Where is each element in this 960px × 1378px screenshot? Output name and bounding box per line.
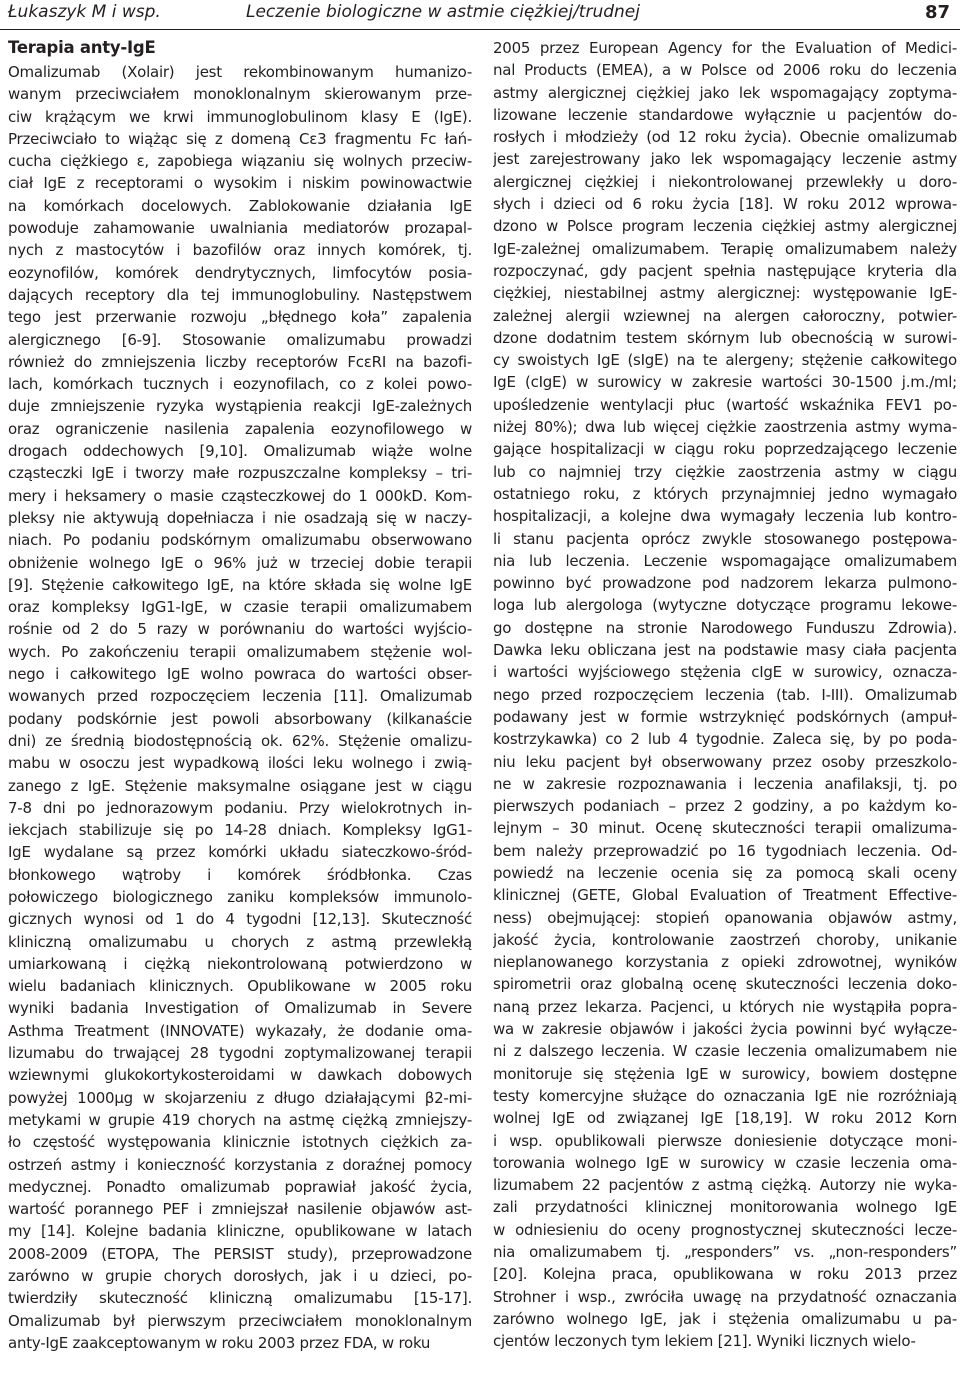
text-line: i wartości wyjściowego stężenia cIgE w surowicy, oznacza-	[493, 663, 957, 682]
text-line: lach, komórkach tucznych i eozynofilach, co z kolei powo-	[8, 375, 472, 394]
text-line: zależnej alergii wziewnej na alergen całoroczny, potwier-	[493, 306, 957, 325]
text-line: nieplanowanego korzystania z opieki zdrowotnej, wyników	[493, 953, 957, 972]
text-line: cząsteczki IgE i tworzy małe rozpuszczalne kompleksy – tri-	[8, 464, 472, 483]
text-line: również do zmniejszenia liczby receptorów FcεRI na bazofi-	[8, 352, 472, 371]
text-line: mabu w osoczu jest wypadkową ilości leku wolnego i zwią-	[8, 754, 472, 773]
text-line: Omalizumab był pierwszym przeciwciałem monoklonalnym	[8, 1311, 472, 1330]
text-line: zanego z IgE. Stężenie maksymalne osiągane jest w ciągu	[8, 776, 472, 795]
text-line: cy swoistych IgE (sIgE) na te alergeny; stężenie całkowitego	[493, 351, 957, 370]
text-line: wanym przeciwciałem monoklonalnym skierowanym prze-	[8, 85, 472, 104]
text-line: Asthma Treatment (INNOVATE) wykazały, że dodanie oma-	[8, 1021, 472, 1040]
text-line: nego i całkowitego IgE wolno powraca do wartości obser-	[8, 665, 472, 684]
text-line: astmy alergicznej ciężkiej jako lek wspomagający zoptyma-	[493, 83, 957, 102]
text-line: dających receptory dla tej immunoglobuliny. Następstwem	[8, 285, 472, 304]
text-line: ciw krążącym we krwi immunoglobulinom klasy E (IgE).	[8, 107, 472, 126]
header-authors: Łukaszyk M i wsp.	[8, 2, 161, 22]
text-line: go dostępne na stronie Narodowego Funduszu Zdrowia).	[493, 618, 957, 637]
text-line: eozynofilów, komórek dendrytycznych, limfocytów posia-	[8, 263, 472, 282]
text-line: powyżej 1000μg w skojarzeniu z długo działającymi β2-mi-	[8, 1088, 472, 1107]
text-line: IgE-zależnej omalizumabem. Terapię omalizumabem należy	[493, 239, 957, 258]
page-number: 87	[924, 2, 950, 23]
text-line: ne w zakresie rozpoznawania i leczenia anafilaksji, tj. po	[493, 774, 957, 793]
text-line: my [14]. Kolejne badania kliniczne, opublikowane w latach	[8, 1222, 472, 1241]
text-line: wziewnymi glukokortykosteroidami w dawkach dobowych	[8, 1066, 472, 1085]
text-line: ciężkiej, niestabilnej astmy alergicznej: występowanie IgE-	[493, 284, 957, 303]
text-line: wych. Po zakończeniu terapii omalizumabem stężenie wol-	[8, 642, 472, 661]
text-line: duje zmniejszenie ryzyka wystąpienia reakcji IgE-zależnych	[8, 397, 472, 416]
text-line: nal Products (EMEA), a w Polsce od 2006 roku do leczenia	[493, 61, 957, 80]
text-line: Omalizumab (Xolair) jest rekombinowanym humanizo-	[8, 63, 472, 81]
text-line: medycznej. Ponadto omalizumab poprawiał jakość życia,	[8, 1177, 472, 1196]
text-line: alergicznej ciężkiej i niekontrolowanej przewlekły u doro-	[493, 172, 957, 191]
text-line: rosłych i młodzieży (od 12 roku życia). Obecnie omalizumab	[493, 128, 957, 147]
text-line: zarówno wolnego IgE, jak i stężenia omalizumabu u pa-	[493, 1309, 957, 1328]
text-line: jest zarejestrowany jako lek wspomagający leczenie astmy	[493, 150, 957, 169]
text-line: powoduje zahamowanie uwalniania mediatorów prozapal-	[8, 219, 472, 238]
text-line: w odniesieniu do oceny prognostycznej skuteczności lecze-	[493, 1220, 957, 1239]
text-line: niżej 80%); dwa lub więcej ciężkie zaostrzenia astmy wyma-	[493, 418, 957, 437]
text-line: lejnym – 30 minut. Ocenę skuteczności terapii omalizuma-	[493, 819, 957, 838]
text-line: połowiczego biologicznego zaniku kompleksów immunolo-	[8, 887, 472, 906]
left-column-text	[8, 61, 472, 1354]
text-line: [9]. Stężenie całkowitego IgE, na które składa się wolne IgE	[8, 575, 472, 594]
text-line: pleksy nie aktywują dopełniacza i nie osadzają się w naczy-	[8, 508, 472, 527]
text-line: zarówno w grupie chorych dorosłych, jak i u dzieci, po-	[8, 1267, 472, 1286]
text-line: pierwszych podaniach – przez 2 godziny, a po każdym ko-	[493, 797, 957, 816]
text-line: drogach oddechowych [9,10]. Omalizumab wiąże wolne	[8, 442, 472, 461]
text-line: umiarkowaną i ciężką niekontrolowaną potwierdzono w	[8, 954, 472, 973]
text-line: obniżenie wolnego IgE o 96% już w trzeciej dobie terapii	[8, 553, 472, 572]
text-line: wartość porannego PEF i zmniejszał nasilenie objawów ast-	[8, 1200, 472, 1219]
text-line: mery i heksamery o masie cząsteczkowej do 1 000kD. Kom-	[8, 486, 472, 505]
text-line: wa w zakresie objawów i jakości życia powinni być wyłącze-	[493, 1020, 957, 1039]
text-line: 7-8 dni po jednorazowym podaniu. Przy wielokrotnych in-	[8, 798, 472, 817]
text-line: ciał IgE z receptorami o wysokim i niskim powinowactwie	[8, 174, 472, 193]
header-rule	[0, 29, 960, 30]
text-line: gicznych wynosi od 1 do 4 tygodni [12,13]. Skuteczność	[8, 910, 472, 929]
text-line: cucha ciężkiego ε, zapobiega wiązaniu się wolnych przeciw-	[8, 152, 472, 171]
text-line: tego jest przerwanie rozwoju „błędnego koła” zapalenia	[8, 308, 472, 327]
text-line: ło częstość występowania klinicznie istotnych ciężkich za-	[8, 1133, 472, 1152]
text-line: niach. Po podaniu podskórnym omalizumabu obserwowano	[8, 531, 472, 550]
left-column	[8, 34, 472, 1354]
text-line: metykami w grupie 419 chorych na astmę ciężką zmniejszy-	[8, 1110, 472, 1129]
text-line: 2005 przez European Agency for the Evaluation of Medici-	[493, 39, 957, 57]
text-line: monitoruje się stężenia IgE w surowicy, bowiem dostępne	[493, 1064, 957, 1083]
text-line: nego przed rozpoczęciem leczenia (tab. I-III). Omalizumab	[493, 685, 957, 704]
text-line: upośledzenie wentylacji płuc (wartość wskaźnika FEV1 po-	[493, 395, 957, 414]
text-line: 2008-2009 (ETOPA, The PERSIST study), przeprowadzone	[8, 1244, 472, 1263]
text-line: nych z mastocytów i bazofilów oraz innych komórek, tj.	[8, 241, 472, 260]
section-heading: Terapia anty-IgE	[8, 38, 156, 57]
text-line: dni) ze średnią biodostępnością ok. 62%. Stężenie omalizu-	[8, 731, 472, 750]
text-line: dzono w Polsce program leczenia ciężkiej astmy alergicznej	[493, 217, 957, 236]
text-line: i wsp. opublikowali pierwsze doniesienie dotyczące moni-	[493, 1131, 957, 1150]
text-line: li stanu pacjenta oprócz zwykle stosowanego postępowa-	[493, 529, 957, 548]
text-line: podawany jest w formie wstrzyknięć podskórnych (ampuł-	[493, 707, 957, 726]
text-line: testy komercyjne służące do oznaczania IgE nie rozróżniają	[493, 1086, 957, 1105]
text-line: wolnej IgE od związanej IgE [18,19]. W roku 2012 Korn	[493, 1109, 957, 1128]
text-line: ostrzeń astmy i konieczność korzystania z doraźnej pomocy	[8, 1155, 472, 1174]
text-line: [20]. Kolejna praca, opublikowana w roku 2013 przez	[493, 1265, 957, 1284]
text-line: oraz ograniczenie nasilenia zapalenia eozynofilowego w	[8, 419, 472, 438]
page-header	[8, 0, 950, 25]
text-line: wyniki badania Investigation of Omalizumab in Severe	[8, 999, 472, 1018]
text-line: alergicznego [6-9]. Stosowanie omalizumabu prowadzi	[8, 330, 472, 349]
text-line: lizumabem 22 pacjentów z astmą ciężką. Autorzy nie wyka-	[493, 1176, 957, 1195]
text-line: dzone dodatnim testem skórnym lub obecnością w surowi-	[493, 328, 957, 347]
text-line: zali przydatności klinicznej monitorowania wolnego IgE	[493, 1198, 957, 1217]
text-line: loga lub alergologa (wytyczne dotyczące programu lekowe-	[493, 596, 957, 615]
text-line: cjentów leczonych tym lekiem [21]. Wyniki licznych wielo-	[493, 1332, 916, 1351]
text-line: Strohner i wsp., zwróciła uwagę na przydatność oznaczania	[493, 1287, 957, 1306]
text-line: rozpoczynać, gdy pacjent spełnia następujące kryteria dla	[493, 261, 957, 280]
text-line: kostrzykawka) co 2 lub 4 tygodnie. Zaleca się, by po poda-	[493, 730, 957, 749]
header-running-title: Leczenie biologiczne w astmie ciężkiej/trudnej	[246, 2, 640, 22]
right-column-text	[493, 37, 957, 1353]
text-line: jakość życia, kontrolowanie zaostrzeń choroby, unikanie	[493, 930, 957, 949]
text-line: hospitalizacji, a kolejne dwa wymagały leczenia lub kontro-	[493, 507, 957, 526]
text-line: lub co najmniej trzy ciężkie zaostrzenia astmy w ciągu	[493, 462, 957, 481]
text-line: błonkowego wątroby i komórek śródbłonka. Czas	[8, 865, 472, 884]
text-line: bem należy przeprowadzić po 16 tygodniach leczenia. Od-	[493, 841, 957, 860]
text-line: naną przez lekarza. Pacjenci, u których nie wystąpiła popra-	[493, 997, 957, 1016]
text-line: nia lub leczenia. Leczenie wspomagające omalizumabem	[493, 551, 957, 570]
text-line: Dawka leku obliczana jest na podstawie masy ciała pacjenta	[493, 641, 957, 660]
text-line: anty-IgE zaakceptowanym w roku 2003 przez FDA, w roku	[8, 1333, 431, 1352]
text-line: powinno być prowadzone pod nadzorem lekarza pulmono-	[493, 574, 957, 593]
text-line: ness) obejmującej: stopień opanowania objawów astmy,	[493, 908, 957, 927]
text-line: twierdziły skuteczność kliniczną omalizumabu [15-17].	[8, 1289, 472, 1308]
text-line: kliniczną omalizumabu u chorych z astmą przewlekłą	[8, 932, 472, 951]
text-line: klinicznej (GETE, Global Evaluation of Treatment Effective-	[493, 886, 957, 905]
text-line: nia omalizumabem tj. „responders” vs. „non-responders”	[493, 1243, 957, 1262]
text-line: podany podskórnie jest powoli absorbowany (kilkanaście	[8, 709, 472, 728]
text-line: na komórkach docelowych. Zablokowanie działania IgE	[8, 196, 472, 215]
text-line: wielu badaniach klinicznych. Opublikowane w 2005 roku	[8, 977, 472, 996]
text-line: Przeciwciało to wiążąc się z domeną Cε3 fragmentu Fc łań-	[8, 129, 472, 148]
right-column	[493, 37, 957, 1353]
text-line: ni z dalszego leczenia. W czasie leczenia omalizumabem nie	[493, 1042, 957, 1061]
text-line: powiedź na leczenie ocenia się za pomocą skali oceny	[493, 863, 957, 882]
text-line: rośnie od 2 do 5 razy w porównaniu do wartości wyjścio-	[8, 620, 472, 639]
text-line: spirometrii oraz globalną ocenę skuteczności leczenia doko-	[493, 975, 957, 994]
text-line: ostatniego roku, z których przynajmniej jedno wymagało	[493, 484, 957, 503]
text-line: lizumabu do trwającej 28 tygodni zoptymalizowanej terapii	[8, 1044, 472, 1063]
text-line: lizowane leczenie standardowe wyłącznie u pacjentów do-	[493, 105, 957, 124]
text-line: gające hospitalizacji w ciągu roku poprzedzającego leczenie	[493, 440, 957, 459]
text-line: niu leku pacjent był obserwowany przez osoby przeszkolo-	[493, 752, 957, 771]
text-line: IgE wydalane są przez komórki układu siateczkowo-śród-	[8, 843, 472, 862]
text-line: IgE (cIgE) w surowicy w zakresie wartości 30-1500 j.m./ml;	[493, 373, 957, 392]
text-line: torowania wolnego IgE w surowicy w czasie leczenia oma-	[493, 1153, 957, 1172]
text-line: oraz kompleksy IgG1-IgE, w czasie terapii omalizumabem	[8, 598, 472, 617]
text-line: iekcjach stabilizuje się po 14-28 dniach. Kompleksy IgG1-	[8, 821, 472, 840]
text-line: wowanych przed rozpoczęciem leczenia [11]. Omalizumab	[8, 687, 472, 706]
text-line: słych i dzieci od 6 roku życia [18]. W roku 2012 wprowa-	[493, 195, 957, 214]
